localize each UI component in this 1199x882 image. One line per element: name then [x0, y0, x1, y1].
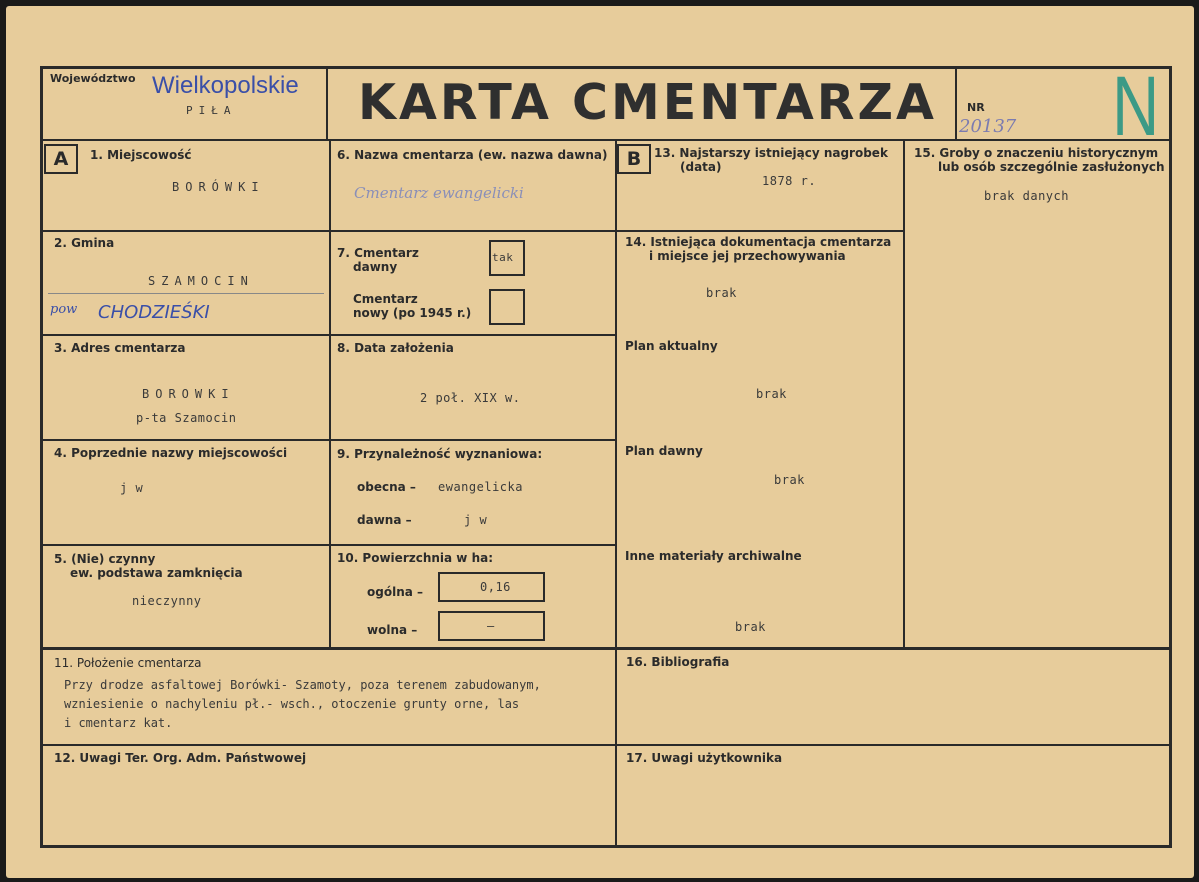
voivodeship-label: Województwo [50, 72, 136, 85]
plan-old-label: Plan dawny [625, 444, 703, 458]
plan-current-label: Plan aktualny [625, 339, 718, 353]
f2-value: SZAMOCIN [148, 274, 254, 288]
f10-free-value: – [487, 619, 495, 633]
f7-new-label-line1: Cmentarz [353, 292, 418, 306]
f1-value: BORÓWKI [172, 180, 265, 194]
row-h1 [40, 230, 617, 232]
f7-new-checkbox [489, 289, 525, 325]
f2-powiat-value: CHODZIEŚKI [98, 302, 210, 323]
f2-label: 2. Gmina [54, 236, 115, 250]
section-b-box: B [617, 144, 651, 174]
f5-label-line2: ew. podstawa zamknięcia [70, 566, 243, 580]
nr-value: 20137 [959, 116, 1017, 137]
f4-value: j w [120, 481, 144, 495]
f10-label: 10. Powierzchnia w ha: [337, 551, 494, 565]
row-h2 [40, 334, 617, 336]
f15-label-line2: lub osób szczególnie zasłużonych [938, 160, 1165, 174]
f7-old-label-line2: dawny [353, 260, 398, 274]
f4-label: 4. Poprzednie nazwy miejscowości [54, 446, 288, 460]
f3-label: 3. Adres cmentarza [54, 341, 186, 355]
f10-total-box [438, 572, 545, 602]
f10-free-box [438, 611, 545, 641]
f10-total-label: ogólna – [367, 585, 424, 599]
header-v1 [326, 66, 328, 141]
f13-label-line2: (data) [680, 160, 722, 174]
voivodeship-value: Wielkopolskie [152, 72, 299, 99]
f9-former-value: j w [464, 513, 488, 527]
f9-label: 9. Przynależność wyznaniowa: [337, 447, 543, 461]
section-a-box: A [44, 144, 78, 174]
mark-letter: N [1112, 59, 1160, 153]
col-v-lower [615, 647, 617, 847]
col-v1 [329, 139, 331, 649]
f10-total-value: 0,16 [480, 580, 511, 594]
f13-label-line1: 13. Najstarszy istniejący nagrobek [654, 146, 888, 160]
f7-old-label-line1: 7. Cmentarz [337, 246, 419, 260]
f7-new-label-line2: nowy (po 1945 r.) [353, 306, 472, 320]
f14-label-line2: i miejsce jej przechowywania [649, 249, 846, 263]
f6-value: Cmentarz ewangelicki [354, 184, 524, 202]
plan-old-value: brak [774, 473, 805, 487]
row-h5 [40, 647, 1172, 650]
plan-current-value: brak [756, 387, 787, 401]
archives-value: brak [735, 620, 766, 634]
archives-label: Inne materiały archiwalne [625, 549, 802, 563]
f3-value1: BOROWKI [142, 387, 235, 401]
f12-label: 12. Uwagi Ter. Org. Adm. Państwowej [54, 751, 307, 765]
col-v2 [615, 139, 617, 649]
row-h4 [40, 544, 617, 546]
row-h6 [40, 744, 1172, 746]
f9-current-value: ewangelicka [438, 480, 523, 494]
f17-label: 17. Uwagi użytkownika [626, 751, 783, 765]
frame-bottom [40, 845, 1172, 848]
f11-line1: Przy drodze asfaltowej Borówki- Szamoty, poza terenem zabudowanym, [64, 678, 541, 692]
f11-label: 11. Położenie cmentarza [54, 656, 202, 670]
f5-value: nieczynny [132, 594, 202, 608]
f3-value2: p-ta Szamocin [136, 411, 237, 425]
f2-underline [48, 293, 324, 294]
f9-former-label: dawna – [357, 513, 412, 527]
f14-label-line1: 14. Istniejąca dokumentacja cmentarza [625, 235, 892, 249]
f10-free-label: wolna – [367, 623, 418, 637]
f13-value: 1878 r. [762, 174, 817, 188]
f8-label: 8. Data założenia [337, 341, 454, 355]
card-title: KARTA CMENTARZA [358, 74, 937, 131]
voivodeship-sub: PIŁA [186, 104, 237, 117]
f7-old-value: tak [492, 251, 514, 264]
cemetery-card [6, 6, 1194, 878]
col-v3 [903, 139, 905, 649]
f6-label: 6. Nazwa cmentarza (ew. nazwa dawna) [337, 148, 608, 162]
frame-left [40, 66, 43, 848]
f11-line2: wzniesienie o nachyleniu pł.- wsch., otoczenie grunty orne, las [64, 697, 520, 711]
f1-label: 1. Miejscowość [90, 148, 192, 162]
nr-label: NR [967, 101, 985, 114]
f15-value: brak danych [984, 189, 1069, 203]
f5-label-line1: 5. (Nie) czynny [54, 552, 156, 566]
f9-current-label: obecna – [357, 480, 416, 494]
header-v2 [955, 66, 957, 141]
row-h3 [40, 439, 617, 441]
f2-powiat-prefix: pow [50, 302, 78, 317]
f7-old-checkbox [489, 240, 525, 276]
frame-right [1169, 66, 1172, 848]
f8-value: 2 poł. XIX w. [420, 391, 521, 405]
f15-label-line1: 15. Groby o znaczeniu historycznym [914, 146, 1159, 160]
f14-value: brak [706, 286, 737, 300]
f16-label: 16. Bibliografia [626, 655, 730, 669]
row-h-col3 [615, 230, 905, 232]
header-divider [40, 139, 1172, 141]
f11-line3: i cmentarz kat. [64, 716, 173, 730]
frame-top [40, 66, 1172, 69]
